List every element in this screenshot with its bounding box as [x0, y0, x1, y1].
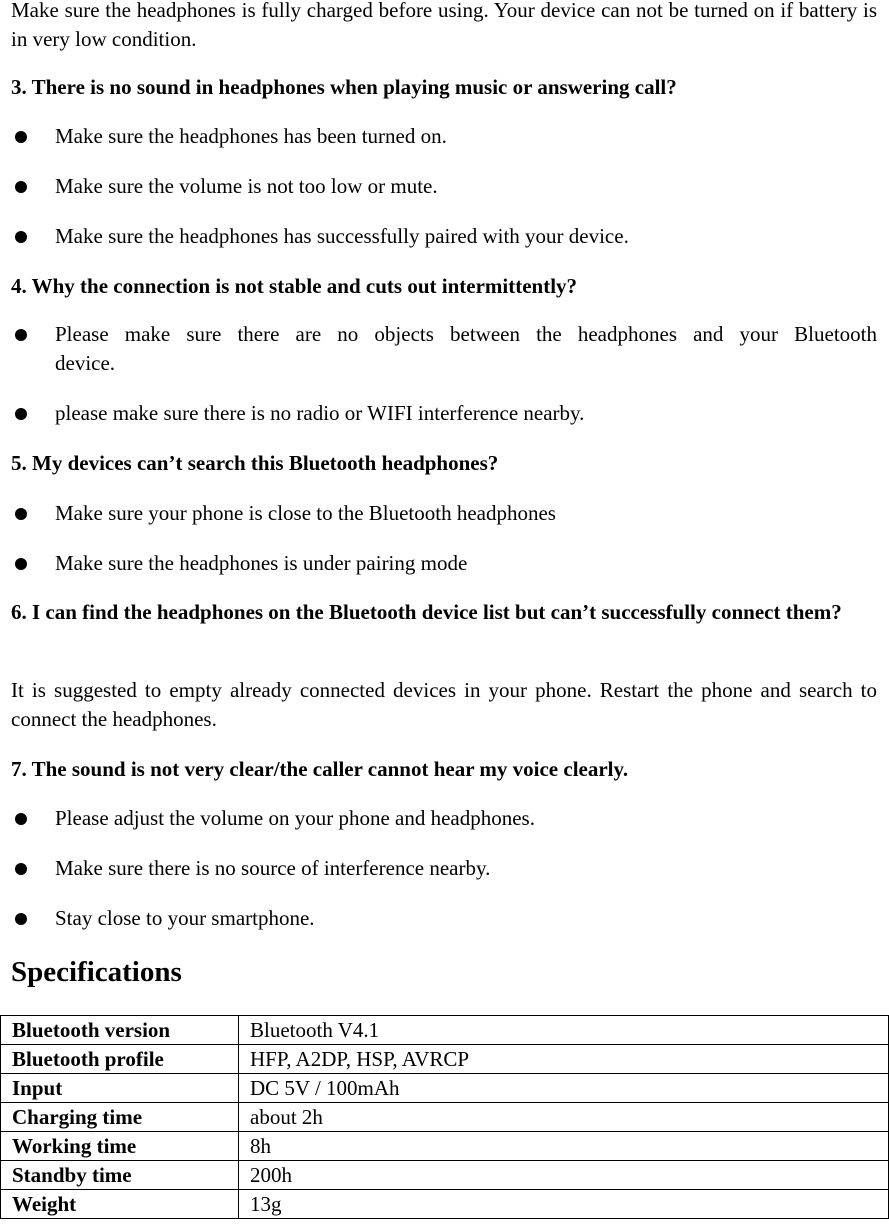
- specifications-table: [0, 1015, 889, 1219]
- bullet-icon: [15, 131, 27, 143]
- table-row: [1, 1045, 889, 1074]
- list-item: [11, 499, 877, 528]
- bullet-icon: [15, 181, 27, 193]
- spec-label: Bluetooth version: [1, 1016, 239, 1045]
- bullet-icon: [15, 329, 27, 341]
- list-item: [11, 854, 877, 883]
- bullet-icon: [15, 913, 27, 925]
- list-item-text: Please adjust the volume on your phone and headphones.: [55, 806, 535, 830]
- table-row: [1, 1103, 889, 1132]
- specifications-title: Specifications: [11, 956, 182, 988]
- spec-label: Weight: [1, 1190, 239, 1219]
- list-item: [11, 172, 877, 201]
- list-item: [11, 320, 877, 378]
- table-row: [1, 1016, 889, 1045]
- list-item-text: Make sure your phone is close to the Bluetooth headphones: [55, 501, 556, 525]
- list-item: [11, 399, 877, 428]
- list-item: [11, 904, 877, 933]
- spec-value: about 2h: [239, 1103, 889, 1132]
- question-3-heading: 3. There is no sound in headphones when playing music or answering call?: [11, 75, 677, 99]
- list-item: [11, 122, 877, 151]
- question-6-answer: It is suggested to empty already connected devices in your phone. Restart the phone and search to connect the headphones.: [11, 678, 877, 731]
- bullet-icon: [15, 863, 27, 875]
- spec-label: Charging time: [1, 1103, 239, 1132]
- bullet-icon: [15, 558, 27, 570]
- question-7-heading: 7. The sound is not very clear/the caller cannot hear my voice clearly.: [11, 757, 629, 781]
- spec-value: 8h: [239, 1132, 889, 1161]
- bullet-icon: [15, 408, 27, 420]
- bullet-icon: [15, 813, 27, 825]
- spec-value: HFP, A2DP, HSP, AVRCP: [239, 1045, 889, 1074]
- list-item-text: Make sure the headphones has been turned on.: [55, 124, 447, 148]
- table-row: [1, 1074, 889, 1103]
- spec-label: Bluetooth profile: [1, 1045, 239, 1074]
- bullet-icon: [15, 508, 27, 520]
- list-item: [11, 804, 877, 833]
- spec-label: Working time: [1, 1132, 239, 1161]
- list-item: [11, 549, 877, 578]
- spec-value: 13g: [239, 1190, 889, 1219]
- spec-label: Standby time: [1, 1161, 239, 1190]
- bullet-icon: [15, 231, 27, 243]
- spec-value: 200h: [239, 1161, 889, 1190]
- list-item-text: Make sure the volume is not too low or mute.: [55, 174, 438, 198]
- table-row: [1, 1161, 889, 1190]
- list-item-text: Please make sure there are no objects between the headphones and your Bluetooth device.: [55, 322, 877, 375]
- question-4-heading: 4. Why the connection is not stable and cuts out intermittently?: [11, 274, 578, 298]
- list-item: [11, 222, 877, 251]
- spec-label: Input: [1, 1074, 239, 1103]
- table-row: [1, 1132, 889, 1161]
- spec-value: Bluetooth V4.1: [239, 1016, 889, 1045]
- question-6-heading: 6. I can find the headphones on the Bluetooth device list but can’t successfully connect them?: [11, 600, 842, 624]
- spec-value: DC 5V / 100mAh: [239, 1074, 889, 1103]
- table-row: [1, 1190, 889, 1219]
- question-5-heading: 5. My devices can’t search this Bluetooth headphones?: [11, 451, 499, 475]
- list-item-text: Stay close to your smartphone.: [55, 906, 315, 930]
- list-item-text: Make sure there is no source of interference nearby.: [55, 856, 491, 880]
- list-item-text: please make sure there is no radio or WIFI interference nearby.: [55, 401, 585, 425]
- list-item-text: Make sure the headphones is under pairing mode: [55, 551, 468, 575]
- intro-paragraph: Make sure the headphones is fully charged before using. Your device can not be turned on if battery is in very low condition.: [11, 0, 877, 51]
- list-item-text: Make sure the headphones has successfully paired with your device.: [55, 224, 629, 248]
